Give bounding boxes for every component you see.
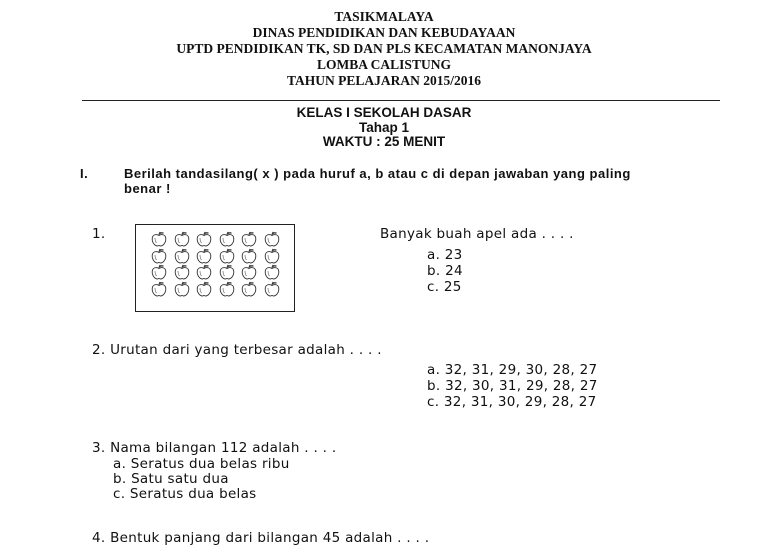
option-letter: c. [113,486,126,502]
header-divider [82,100,720,101]
apple-icon [240,248,263,265]
apple-icon [263,248,286,265]
apple-icon [195,264,218,281]
header-line-4: LOMBA CALISTUNG [317,57,451,72]
option-letter: c. [427,279,440,295]
apple-icon [173,281,196,298]
option-letter: a. [113,456,127,472]
exam-stage: Tahap 1 [358,120,409,135]
instruction-line-1: Berilah tandasilang( x ) pada huruf a, b atau c di depan jawaban yang paling [124,166,631,181]
header-line-1: TASIKMALAYA [334,9,434,24]
option-letter: a. [427,247,441,263]
exam-class: KELAS I SEKOLAH DASAR [296,105,472,120]
apple-icon [150,231,173,248]
apple-icon [150,264,173,281]
option-letter: a. [427,362,441,378]
apple-icon [150,281,173,298]
option-letter: b. [427,378,441,394]
option-text: 25 [443,279,462,295]
apple-icon [195,248,218,265]
apple-icon [263,264,286,281]
apple-icon [240,264,263,281]
option-letter: c. [427,394,440,410]
apple-icon [218,264,241,281]
question-text: Nama bilangan 112 adalah . . . . [110,440,337,456]
apple-icon [263,231,286,248]
apple-icon [263,281,286,298]
apple-icon [240,281,263,298]
question-text: Bentuk panjang dari bilangan 45 adalah . . . . [110,530,430,546]
option-text: 24 [445,263,463,279]
apple-icon [173,264,196,281]
question-number: 3. [92,440,106,456]
option-text: Seratus dua belas [129,486,257,502]
header-line-5: TAHUN PELAJARAN 2015/2016 [286,73,481,88]
apple-icon [173,231,196,248]
apple-picture-box [135,224,295,312]
header-line-3: UPTD PENDIDIKAN TK, SD DAN PLS KECAMATAN MANONJAYA [176,41,592,56]
option-text: 32, 31, 30, 29, 28, 27 [443,394,597,410]
exam-time: WAKTU : 25 MENIT [322,134,446,149]
header-line-2: DINAS PENDIDIKAN DAN KEBUDAYAAN [252,25,516,40]
option-text: Satu satu dua [131,471,229,487]
option-text: Seratus dua belas ribu [130,456,290,472]
apple-icon [218,248,241,265]
option-letter: b. [427,263,441,279]
question-number: 2. [92,342,106,358]
apple-icon [150,248,173,265]
question-text: Urutan dari yang terbesar adalah . . . . [110,342,382,358]
apple-icon [240,231,263,248]
section-numeral: I. [80,166,89,181]
apple-icon [195,231,218,248]
question-text: Banyak buah apel ada . . . . [380,226,574,242]
question-number: 1. [92,226,106,242]
apple-icon [173,248,196,265]
apple-icon [195,281,218,298]
option-text: 32, 30, 31, 29, 28, 27 [445,378,598,394]
instruction-line-2: benar ! [124,181,171,196]
question-number: 4. [92,530,106,546]
option-letter: b. [113,471,127,487]
apple-grid [150,231,285,297]
option-text: 32, 31, 29, 30, 28, 27 [444,362,598,378]
apple-icon [218,281,241,298]
apple-icon [218,231,241,248]
option-text: 23 [444,247,463,263]
